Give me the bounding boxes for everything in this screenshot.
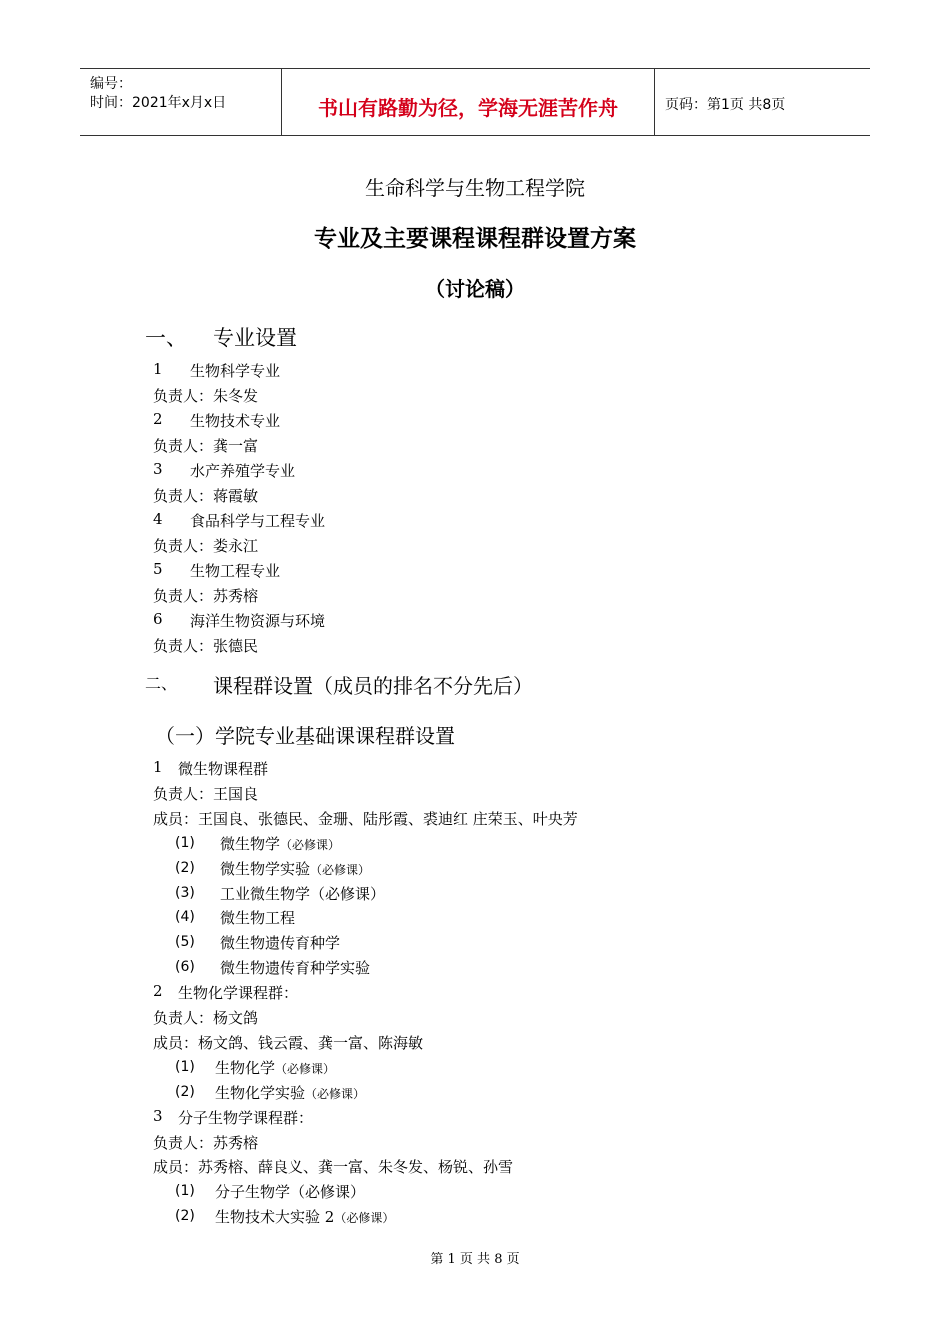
header-motto: 书山有路勤为径，学海无涯苦作舟 [318, 96, 618, 120]
subsection-title: （一）学院专业基础课课程群设置 [155, 724, 455, 748]
major-item [153, 560, 281, 580]
course-item [175, 1057, 336, 1077]
group-number: 1 [153, 758, 163, 776]
group-members: 成员：苏秀榕、薛良义、龚一富、朱冬发、杨锐、孙雪 [153, 1158, 514, 1177]
section1-heading [145, 322, 297, 352]
course-index: (4) [175, 909, 195, 926]
section-number: 二、 [145, 674, 178, 693]
course-name [220, 932, 340, 953]
major-lead: 负责人：朱冬发 [153, 387, 259, 405]
major-number: 6 [153, 610, 163, 628]
major-name: 生物科学专业 [190, 362, 281, 380]
course-tag: （必修课） [310, 862, 371, 877]
major-number: 2 [153, 410, 163, 428]
group-members: 成员：杨文鸽、钱云霞、龚一富、陈海敏 [153, 1033, 424, 1052]
group-lead: 负责人：杨文鸽 [153, 1009, 259, 1027]
group-lead: 负责人：苏秀榕 [153, 1133, 259, 1152]
course-name [220, 907, 295, 928]
course-title: 生物化学 [215, 1058, 276, 1077]
course-name [215, 1206, 394, 1227]
course-item [175, 883, 386, 903]
major-lead: 负责人：蒋霞敏 [153, 487, 259, 505]
course-name [220, 858, 370, 879]
major-number: 1 [153, 360, 163, 378]
group-name: 生物化学课程群： [178, 984, 299, 1003]
doc-title: 专业及主要课程课程群设置方案 [314, 226, 636, 252]
section-title: 专业设置 [213, 326, 297, 350]
course-tag: （必修课） [275, 1061, 336, 1076]
major-name: 水产养殖学专业 [190, 462, 296, 480]
section2-heading [145, 670, 533, 698]
major-name: 食品科学与工程专业 [190, 512, 326, 530]
course-item [175, 858, 371, 878]
course-name [215, 1057, 335, 1078]
course-index: (1) [175, 1058, 195, 1075]
course-title: 微生物遗传育种学实验 [220, 959, 371, 978]
course-group-title [153, 1106, 314, 1127]
section-number: 一、 [145, 326, 187, 350]
major-name: 生物工程专业 [190, 562, 281, 580]
course-title: 生物技术大实验 2 [215, 1208, 335, 1227]
major-lead: 负责人：张德民 [153, 637, 259, 655]
course-item [175, 932, 341, 953]
major-number: 5 [153, 560, 163, 578]
course-name [220, 883, 385, 904]
course-name [220, 833, 340, 854]
course-item [175, 833, 341, 853]
page-info: 页码：第1页 共8页 [665, 97, 786, 113]
major-number: 4 [153, 510, 163, 528]
page-footer: 第 1 页 共 8 页 [430, 1252, 520, 1267]
major-number: 3 [153, 460, 163, 478]
group-name: 微生物课程群 [178, 760, 269, 778]
course-index: (2) [175, 1208, 195, 1225]
college-name: 生命科学与生物工程学院 [365, 176, 585, 200]
course-index: (1) [175, 834, 195, 851]
course-index: (6) [175, 959, 195, 976]
course-group-title [153, 758, 269, 778]
major-lead: 负责人：龚一富 [153, 437, 259, 455]
course-name [215, 1082, 365, 1103]
course-tag: （必修课） [305, 1086, 366, 1101]
course-index: (2) [175, 1083, 195, 1100]
course-item [175, 907, 296, 928]
major-item [153, 460, 296, 480]
course-tag: （必修课） [334, 1211, 395, 1226]
number-label: 编号： [90, 76, 132, 92]
course-title: 工业微生物学（必修课） [220, 884, 386, 903]
header-divider [654, 69, 655, 135]
course-tag: （必修课） [280, 837, 341, 852]
course-item [175, 957, 371, 978]
course-title: 生物化学实验 [215, 1083, 306, 1102]
course-group-title [153, 982, 299, 1003]
major-item [153, 510, 326, 530]
major-item [153, 360, 281, 380]
course-title: 微生物工程 [220, 909, 296, 928]
course-title: 分子生物学（必修课） [215, 1183, 366, 1202]
group-name: 分子生物学课程群： [178, 1108, 314, 1127]
course-item [175, 1082, 366, 1102]
course-title: 微生物学实验 [220, 859, 311, 878]
course-index: (3) [175, 884, 195, 901]
doc-subtitle: （讨论稿） [425, 277, 525, 301]
major-name: 海洋生物资源与环境 [190, 612, 326, 630]
page-header [80, 68, 870, 136]
course-name [220, 957, 370, 978]
major-item [153, 610, 326, 630]
major-item [153, 410, 281, 430]
course-index: (2) [175, 859, 195, 876]
course-title: 微生物学 [220, 834, 281, 853]
major-name: 生物技术专业 [190, 412, 281, 430]
major-lead: 负责人：娄永江 [153, 537, 259, 555]
group-number: 2 [153, 982, 163, 1001]
group-members: 成员：王国良、张德民、金珊、陆彤霞、裘迪红 庄荣玉、叶央芳 [153, 809, 578, 828]
course-item [175, 1206, 395, 1227]
course-index: (5) [175, 934, 195, 951]
section-title: 课程群设置（成员的排名不分先后） [213, 674, 533, 698]
course-item [175, 1181, 366, 1202]
course-title: 微生物遗传育种学 [220, 934, 341, 953]
group-number: 3 [153, 1106, 163, 1125]
time-label: 时间：2021年x月x日 [90, 95, 227, 111]
course-index: (1) [175, 1183, 195, 1200]
course-name [215, 1181, 365, 1202]
major-lead: 负责人：苏秀榕 [153, 587, 259, 605]
group-lead: 负责人：王国良 [153, 784, 259, 803]
